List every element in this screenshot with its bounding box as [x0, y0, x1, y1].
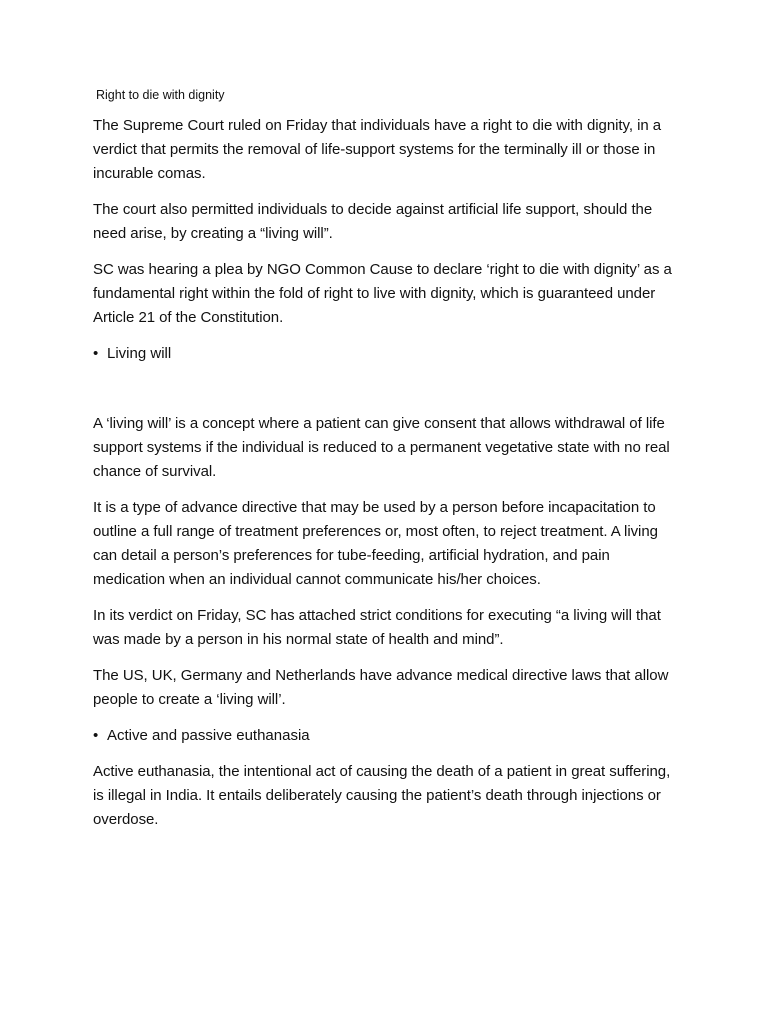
document-body	[93, 86, 683, 844]
paragraph: The US, UK, Germany and Netherlands have advance medical directive laws that allow people to create a ‘living will’.	[93, 667, 669, 708]
paragraph: It is a type of advance directive that may be used by a person before incapacitation to outline a full range of treatment preferences or, most often, to reject treatment. A living can detail a person’s preferences for tube-feeding, artificial hydration, and pain medication when an individual cannot communicate his/her choices.	[93, 499, 658, 588]
bullet-heading-euthanasia	[93, 724, 683, 748]
paragraph: The Supreme Court ruled on Friday that individuals have a right to die with dignity, in a verdict that permits the removal of life-support systems for the terminally ill or those in incurable comas.	[93, 117, 662, 182]
bullet-text: Living will	[107, 345, 172, 362]
paragraph: In its verdict on Friday, SC has attached strict conditions for executing “a living will that was made by a person in his normal state of health and mind”.	[93, 607, 661, 648]
bullet-marker: •	[93, 727, 99, 744]
paragraph: SC was hearing a plea by NGO Common Cause to declare ‘right to die with dignity’ as a fundamental right within the fold of right to live with dignity, which is guaranteed under Article 21 of the Constitution.	[93, 261, 672, 326]
blank-line	[93, 378, 683, 412]
paragraph: The court also permitted individuals to decide against artificial life support, should the need arise, by creating a “living will”.	[93, 201, 653, 242]
document-title: Right to die with dignity	[96, 88, 225, 102]
bullet-text: Active and passive euthanasia	[107, 727, 310, 744]
paragraph: A ‘living will’ is a concept where a patient can give consent that allows withdrawal of life support systems if the individual is reduced to a permanent vegetative state with no real chance of survival.	[93, 415, 670, 480]
paragraph: Active euthanasia, the intentional act of causing the death of a patient in great suffering, is illegal in India. It entails deliberately causing the patient’s death through injections or overdose.	[93, 763, 671, 828]
bullet-heading-living-will	[93, 342, 683, 366]
bullet-marker: •	[93, 345, 99, 362]
